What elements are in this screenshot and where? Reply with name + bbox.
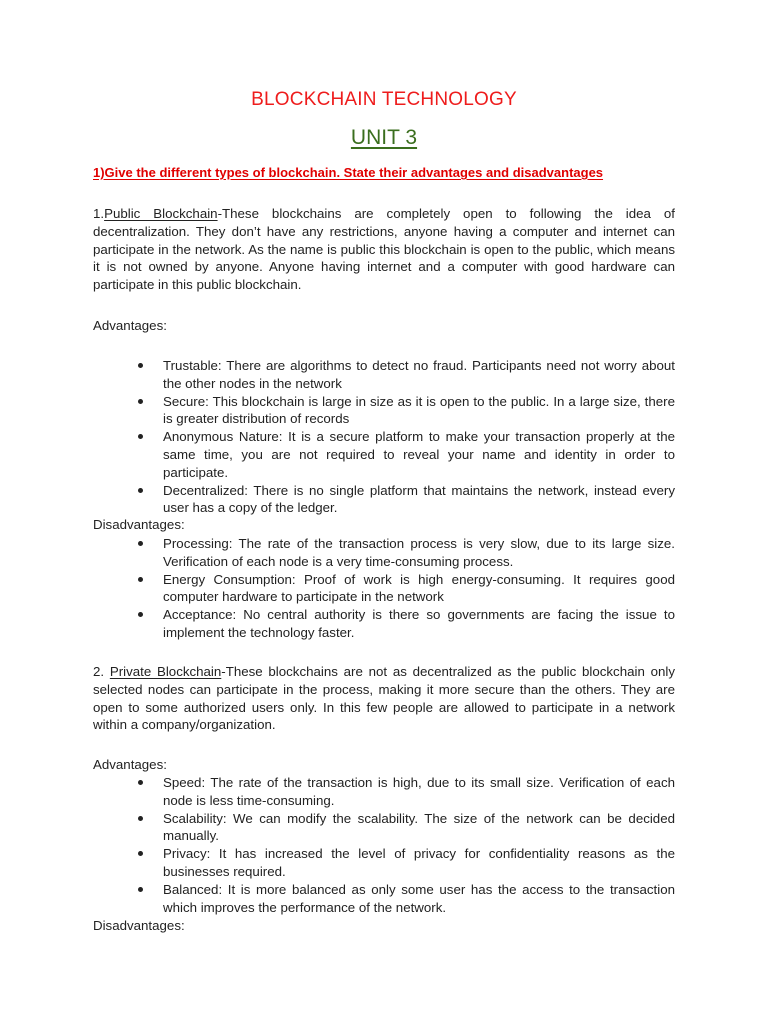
bullet-icon	[138, 577, 143, 582]
private-number: 2.	[93, 664, 110, 679]
unit-heading	[0, 126, 768, 150]
public-blockchain-term: Public Blockchain	[104, 206, 218, 221]
bullet-icon	[138, 399, 143, 404]
bullet-icon	[138, 541, 143, 546]
list-item: Processing: The rate of the transaction process is very slow, due to its large size. Verification of each node is a very time-consuming process.	[163, 535, 675, 571]
list-item: Trustable: There are algorithms to detect no fraud. Participants need not worry about the other nodes in the network	[163, 357, 675, 393]
list-item: Energy Consumption: Proof of work is high energy-consuming. It requires good computer hardware to participate in the network	[163, 571, 675, 607]
public-blockchain-text: -These blockchains are completely open to following the idea of decentralization. They don’t have any restrictions, anyone having a computer and internet can participate in the network. As the name is public this blockchain is open to the public, which means it is not owned by anyone. Anyone having internet and a computer with good hardware can participate in this public blockchain.	[93, 206, 675, 293]
list-item: Decentralized: There is no single platform that maintains the network, instead every user has a copy of the ledger.	[163, 482, 675, 518]
list-item: Scalability: We can modify the scalability. The size of the network can be decided manually.	[163, 810, 675, 846]
private-blockchain-text: -These blockchains are not as decentralized as the public blockchain only selected nodes can participate in the process, making it more secure than the others. They are open to some authorized users only. In this few people are allowed to participate in a network within a company/organization.	[93, 664, 675, 733]
bullet-icon	[138, 887, 143, 892]
list-item: Privacy: It has increased the level of privacy for confidentiality reasons as the businesses required.	[163, 845, 675, 881]
bullet-icon	[138, 434, 143, 439]
list-item: Speed: The rate of the transaction is high, due to its small size. Verification of each node is less time-consuming.	[163, 774, 675, 810]
public-number: 1.	[93, 206, 105, 221]
private-advantages-list	[163, 774, 675, 916]
private-blockchain-term: Private Blockchain	[109, 664, 222, 679]
list-item: Anonymous Nature: It is a secure platform to make your transaction properly at the same time, you are not required to reveal your name and identity in order to participate.	[163, 428, 675, 481]
bullet-icon	[138, 816, 143, 821]
public-advantages-label: Advantages:	[93, 318, 167, 333]
unit-label: UNIT 3	[350, 126, 418, 149]
private-disadvantages-label: Disadvantages:	[93, 918, 185, 933]
bullet-icon	[138, 612, 143, 617]
list-item: Secure: This blockchain is large in size as it is open to the public. In a large size, there is greater distribution of records	[163, 393, 675, 429]
public-blockchain-paragraph	[93, 205, 675, 294]
private-blockchain-paragraph	[93, 663, 675, 734]
list-item: Balanced: It is more balanced as only some user has the access to the transaction which improves the performance of the network.	[163, 881, 675, 917]
bullet-icon	[138, 363, 143, 368]
bullet-icon	[138, 488, 143, 493]
public-advantages-list	[163, 357, 675, 517]
question-heading: 1)Give the different types of blockchain. State their advantages and disadvantages	[93, 165, 604, 180]
public-disadvantages-label: Disadvantages:	[93, 517, 185, 532]
public-disadvantages-list	[163, 535, 675, 642]
bullet-icon	[138, 851, 143, 856]
document-title: BLOCKCHAIN TECHNOLOGY	[251, 89, 517, 110]
private-advantages-label: Advantages:	[93, 757, 167, 772]
bullet-icon	[138, 780, 143, 785]
list-item: Acceptance: No central authority is there so governments are facing the issue to implement the technology faster.	[163, 606, 675, 642]
